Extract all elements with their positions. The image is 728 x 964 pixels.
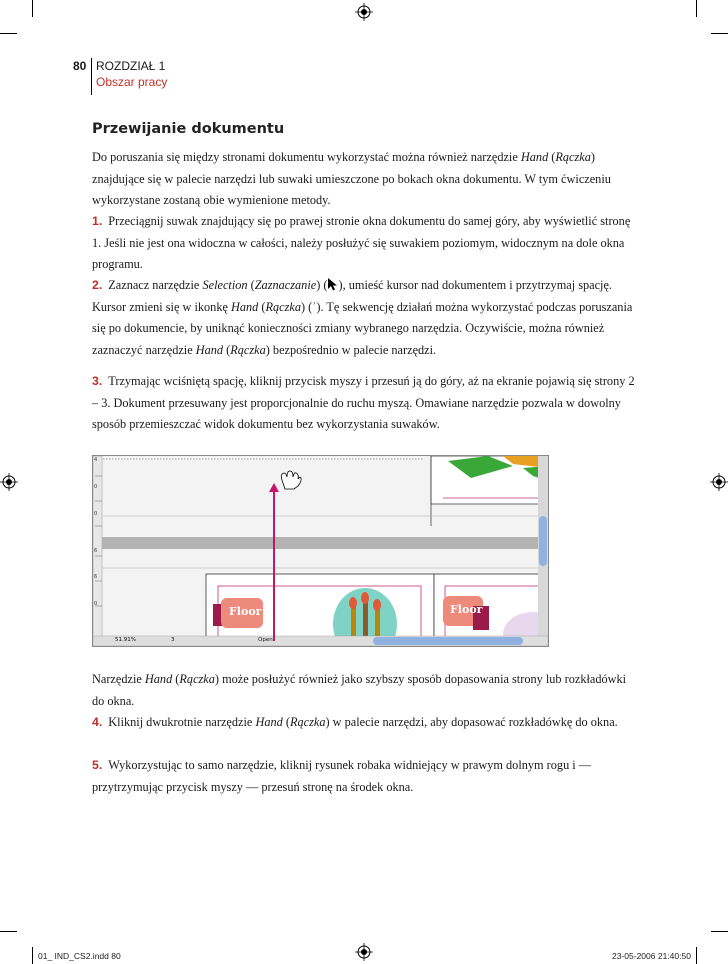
- crop-mark: [32, 947, 33, 964]
- ruler-label: 0: [94, 601, 98, 607]
- chapter-label: ROZDZIAŁ 1: [96, 59, 166, 73]
- section-title: Przewijanie dokumentu: [92, 121, 285, 137]
- step-number: 3.: [92, 374, 103, 388]
- page-field[interactable]: 3: [171, 637, 175, 643]
- zoom-field[interactable]: 51.91%: [115, 637, 136, 643]
- registration-mark-icon: [0, 473, 18, 491]
- crop-mark: [32, 0, 33, 17]
- page-number: 80: [73, 59, 87, 73]
- ruler-label: 4: [94, 457, 98, 463]
- crop-mark: [0, 931, 17, 932]
- step-number: 4.: [92, 715, 103, 729]
- step-3: 3. Trzymając wciśniętą spację, kliknij przycisk myszy i przesuń ją do góry, aż na ekranie pojawią się strony 2 – 3. Dokument przesuwany jest proporcjonalnie do ruchu myszą. Omawiane narzędzie pozwala w dowolny sposób przemieszczać widok dokumentu bez wykorzystania suwaków.: [92, 374, 635, 431]
- after-figure-paragraph: Narzędzie Hand (Rączka) może posłużyć również jako szybszy sposób dopasowania strony lub rozkładówki do okna.: [92, 672, 627, 708]
- header-divider: [91, 58, 92, 95]
- registration-mark-icon: [710, 473, 728, 491]
- hand-cursor-icon: ʾ: [312, 299, 317, 314]
- registration-mark-icon: [355, 3, 373, 21]
- step-4: 4. Kliknij dwukrotnie narzędzie Hand (Rączka) w palecie narzędzi, aby dopasować rozkładówkę do okna.: [92, 715, 618, 729]
- crop-mark: [696, 0, 697, 17]
- crop-mark: [696, 947, 697, 964]
- ruler-label: 0: [94, 484, 98, 490]
- floor-sign-left: Floor: [229, 605, 262, 618]
- ruler-label: 0: [94, 511, 98, 517]
- step-number: 2.: [92, 278, 103, 292]
- screenshot-drawing: [93, 456, 548, 646]
- footer-timestamp: 23-05-2006 21:40:50: [612, 951, 691, 961]
- ruler-label: 6: [94, 548, 98, 554]
- footer-filename: 01_ IND_CS2.indd 80: [38, 951, 121, 961]
- step-5: 5. Wykorzystując to samo narzędzie, kliknij rysunek robaka widniejący w prawym dolnym rogu i — przytrzymując przycisk myszy — przesuń stronę na środek okna.: [92, 758, 592, 794]
- crop-mark: [711, 931, 728, 932]
- step-2: 2. Zaznacz narzędzie Selection (Zaznaczanie) ( ), umieść kursor nad dokumentem i przytrzymaj spację. Kursor zmieni się w ikonkę Hand (Rączka) (ʾ). Tę sekwencję działań można wykorzystać podczas poruszania się po dokumencie, by uniknąć konieczności zmiany wybranego narzędzia. Oczywiście, można również zaznaczyć narzędzie Hand (Rączka) bezpośrednio w palecie narzędzi.: [92, 278, 633, 357]
- ruler-label: 6: [94, 574, 98, 580]
- intro-paragraph: Do poruszania się między stronami dokumentu wykorzystać można również narzędzie Hand (Rączka) znajdujące się w palecie narzędzi lub suwaki umieszczone po bokach okna dokumentu. W tym ćwiczeniu wykorzystane zostaną obie wymienione metody.: [92, 150, 611, 207]
- crop-mark: [711, 33, 728, 34]
- step-number: 5.: [92, 758, 103, 772]
- status-menu[interactable]: Open: [258, 637, 273, 643]
- document-window-screenshot: [92, 455, 549, 647]
- step-1: 1. Przeciągnij suwak znajdujący się po prawej stronie okna dokumentu do samej góry, aby wyświetlić stronę 1. Jeśli nie jest ona widoczna w całości, należy posłużyć się suwakiem poziomym, widocznym na dole okna programu.: [92, 214, 631, 271]
- step-number: 1.: [92, 214, 103, 228]
- chapter-subtitle: Obszar pracy: [96, 75, 168, 89]
- crop-mark: [0, 33, 17, 34]
- selection-arrow-icon: [327, 278, 338, 291]
- registration-mark-icon: [355, 943, 373, 961]
- floor-sign-right: Floor: [450, 603, 483, 616]
